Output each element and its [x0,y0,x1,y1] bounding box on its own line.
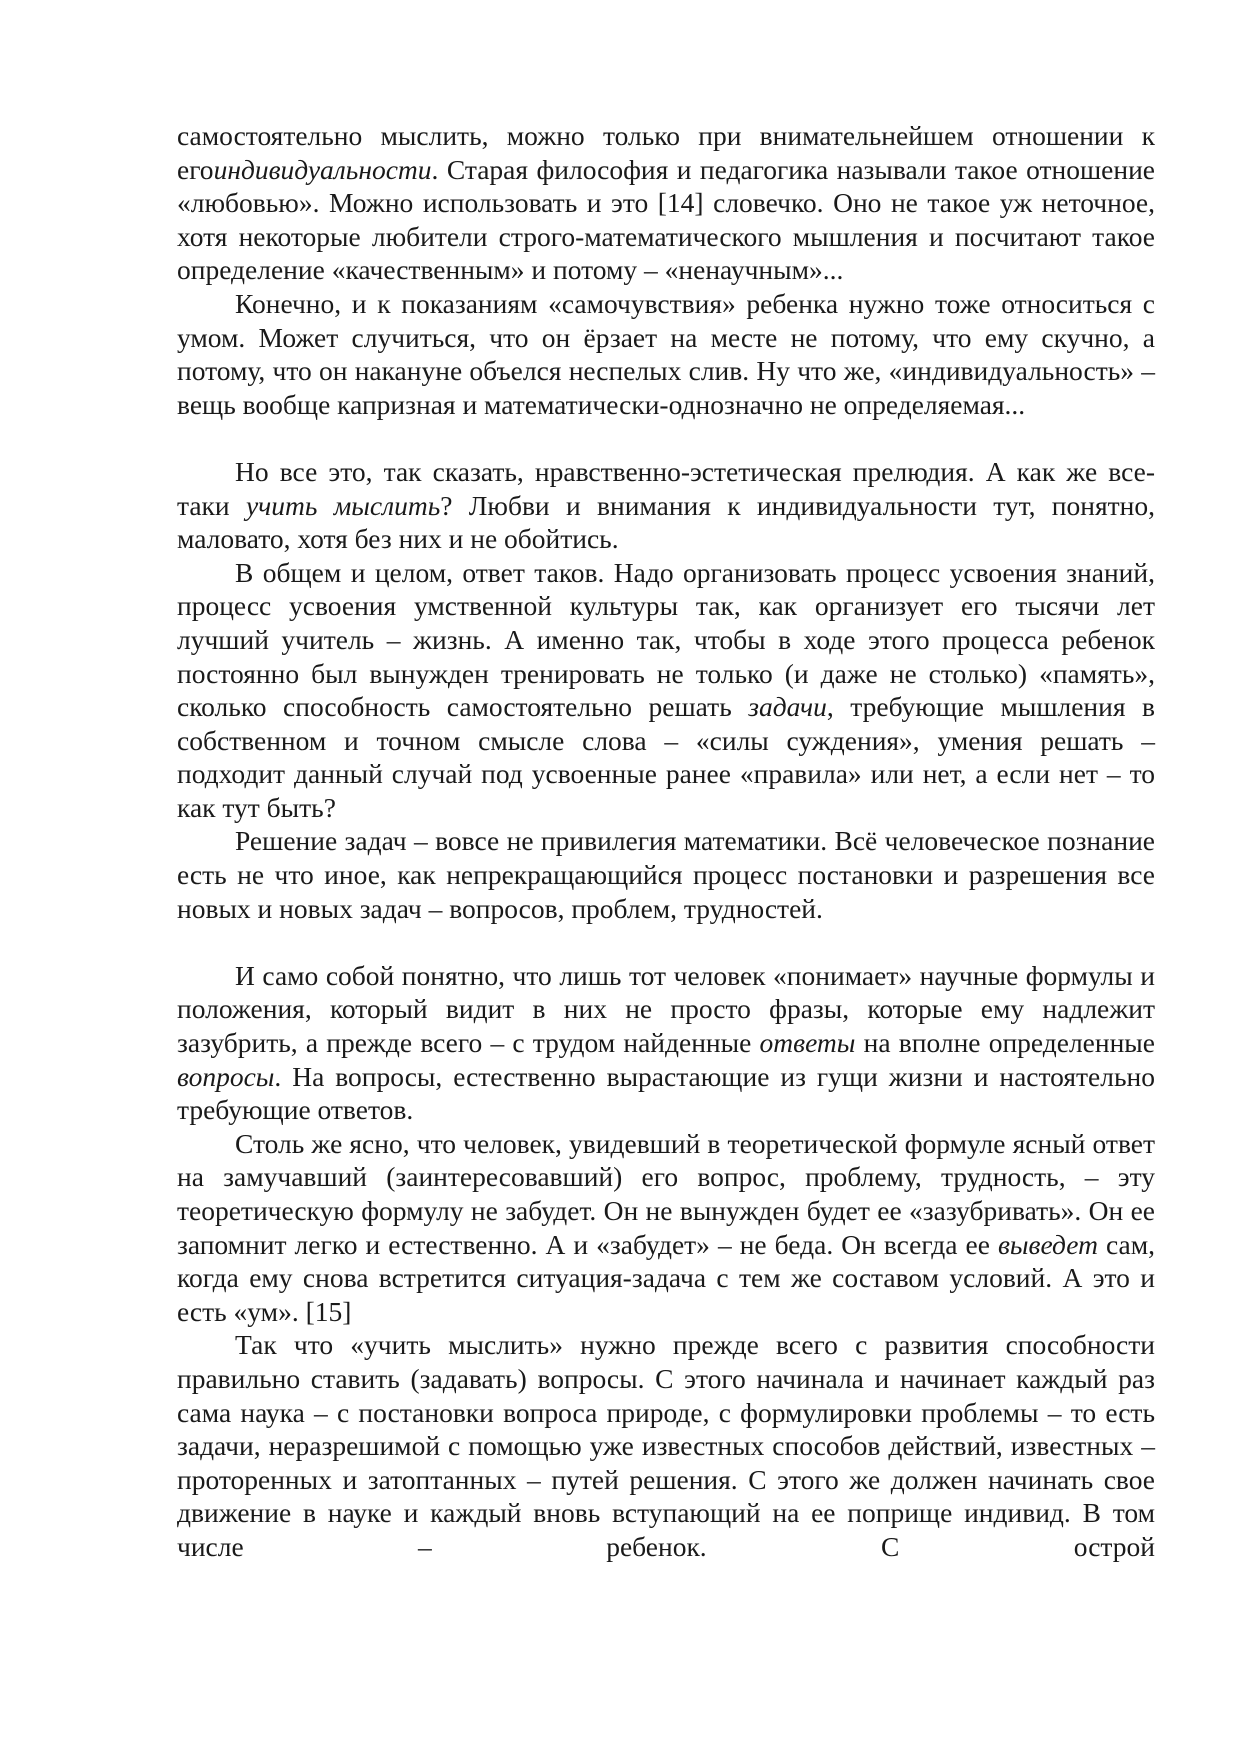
paragraph-2-text: Конечно, и к показаниям «самочувствия» ребенка нужно тоже относиться с умом. Может случиться, что он ёрзает на месте не потому, что ему скучно, а потому, что он накануне объелся неспелых слив. Ну что же, «индивидуальность» – вещь вообще капризная и математически-однозначно не определяемая... [177,287,1155,420]
paragraph-7-text-b: сам, когда ему снова встретится ситуация-задача с тем же составом условий. А это и есть «ум». [15] [177,1228,1156,1327]
paragraph-3 [177,455,1155,556]
paragraph-4 [177,556,1155,825]
paragraph-3-text-a: Но все это, так сказать, нравственно-эстетическая прелюдия. А как же все-таки [177,455,1155,521]
paragraph-7-text-a: Столь же ясно, что человек, увидевший в теоретической формуле ясный ответ на замучавший (заинтересовавший) его вопрос, проблему, трудность, – эту теоретическую формулу не забудет. Он не вынужден будет ее «зазубривать». Он ее запомнит легко и естественно. А и «забудет» – не беда. Он всегда ее [177,1127,1155,1260]
paragraph-4-text-a: В общем и целом, ответ таков. Надо организовать процесс усвоения знаний, процесс усвоения умственной культуры так, как организует его тысячи лет лучший учитель – жизнь. А именно так, чтобы в ходе этого процесса ребенок постоянно был вынужден тренировать не только (и даже не столько) «память», сколько способность самостоятельно решать [177,556,1155,723]
paragraph-2 [177,287,1155,421]
paragraph-1-text-a: самостоятельно мыслить, можно только при внимательнейшем отношении к его [177,120,1155,185]
paragraph-6-text-c: . На вопросы, естественно вырастающие из гущи жизни и настоятельно требующие ответов. [177,1060,1155,1126]
paragraph-6-emphasis-a: ответы [759,1027,856,1059]
paragraph-8-text: Так что «учить мыслить» нужно прежде всего с развития способности правильно ставить (задавать) вопросы. С этого начинала и начинает каждый раз сама наука – с постановки вопроса природе, с формулировки проблемы – то есть задачи, неразрешимой с помощью уже известных способов действий, известных – проторенных и затоптанных – путей решения. С этого же должен начинать свое движение в науке и каждый вновь вступающий на ее поприще индивид. В том числе – ребенок. С острой [177,1329,1155,1562]
paragraph-1-emphasis: индивидуальности [213,153,432,185]
paragraph-4-emphasis: задачи [748,691,827,723]
paragraph-6-text-b: на вполне определенные [855,1027,1155,1059]
paragraph-7-emphasis: выведет [997,1228,1098,1260]
paragraph-6 [177,959,1155,1127]
paragraph-6-emphasis-b: вопросы [177,1060,275,1092]
paragraph-5 [177,824,1155,925]
paragraph-7 [177,1127,1155,1329]
paragraph-5-text: Решение задач – вовсе не привилегия математики. Всё человеческое познание есть не что иное, как непрекращающийся процесс постановки и разрешения все новых и новых задач – вопросов, проблем, трудностей. [177,825,1155,924]
document-body [177,119,1155,1564]
paragraph-1 [177,119,1155,287]
paragraph-8 [177,1328,1155,1563]
paragraph-3-text-b: ? Любви и внимания к индивидуальности тут, понятно, маловато, хотя без них и не обойтись. [177,489,1156,555]
paragraph-1-text-b: . Старая философия и педагогика называли такое отношение «любовью». Можно использовать и это [14] словечко. Оно не такое уж неточное, хотя некоторые любители строго-математического мышления и посчитают такое определение «качественным» и потому – «ненаучным»... [177,153,1155,286]
paragraph-6-text-a: И само собой понятно, что лишь тот человек «понимает» научные формулы и положения, который видит в них не просто фразы, которые ему надлежит зазубрить, а прежде всего – с трудом найденные [177,959,1155,1059]
paragraph-4-text-b: , требующие мышления в собственном и точном смысле слова – «силы суждения», умения решать – подходит данный случай под усвоенные ранее «правила» или нет, а если нет – то как тут быть? [177,691,1155,823]
paragraph-3-emphasis: учить мыслить [245,489,441,521]
